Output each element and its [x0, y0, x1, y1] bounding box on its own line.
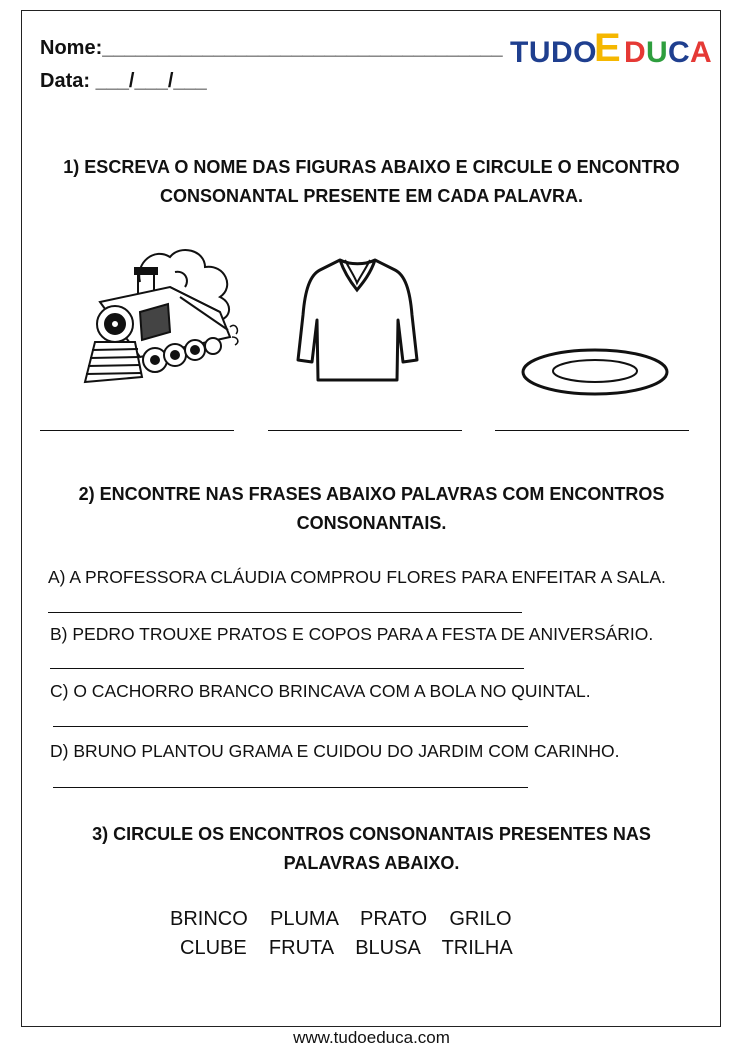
logo-letter-d: D	[624, 36, 647, 69]
sentence-a: A) A PROFESSORA CLÁUDIA COMPROU FLORES PARA ENFEITAR A SALA.	[48, 567, 666, 587]
question-3-heading	[30, 820, 713, 878]
sentence-b: B) PEDRO TROUXE PRATOS E COPOS PARA A FESTA DE ANIVERSÁRIO.	[50, 624, 654, 644]
word-row-2: CLUBE FRUTA BLUSA TRILHA	[180, 937, 513, 959]
answer-line-sentence-b[interactable]	[50, 668, 524, 669]
question-1-line-1: 1) ESCREVA O NOME DAS FIGURAS ABAIXO E CIRCULE O ENCONTRO	[63, 157, 680, 177]
sentence-d: D) BRUNO PLANTOU GRAMA E CUIDOU DO JARDIM COM CARINHO.	[50, 741, 620, 761]
answer-line-sentence-a[interactable]	[48, 612, 522, 613]
name-field-label: Nome:____________________________________	[40, 37, 503, 59]
logo-part-tudo: TUDO	[510, 36, 597, 69]
logo-letter-a: A	[690, 36, 713, 69]
sentence-c: C) O CACHORRO BRANCO BRINCAVA COM A BOLA NO QUINTAL.	[50, 681, 591, 701]
word-row-1: BRINCO PLUMA PRATO GRILO	[170, 908, 512, 930]
question-3-line-2: PALAVRAS ABAIXO.	[283, 853, 460, 873]
footer-url[interactable]: www.tudoeduca.com	[293, 1028, 450, 1047]
date-field-label: Data: ___/___/___	[40, 70, 207, 92]
train-icon	[80, 242, 245, 402]
plate-icon	[518, 345, 673, 400]
question-1-heading	[30, 153, 713, 211]
answer-line-figure-2[interactable]	[268, 430, 462, 431]
question-2-heading	[30, 480, 713, 538]
answer-line-sentence-c[interactable]	[53, 726, 528, 727]
question-2-line-1: 2) ENCONTRE NAS FRASES ABAIXO PALAVRAS COM ENCONTROS	[78, 484, 665, 504]
logo-letter-e: E	[594, 26, 622, 70]
answer-line-figure-3[interactable]	[495, 430, 689, 431]
logo-letter-u: U	[646, 36, 669, 69]
question-1-line-2: CONSONANTAL PRESENTE EM CADA PALAVRA.	[159, 186, 584, 206]
logo-letter-c: C	[668, 36, 691, 69]
question-2-line-2: CONSONANTAIS.	[296, 513, 447, 533]
tudoeduca-logo	[510, 28, 720, 78]
answer-line-sentence-d[interactable]	[53, 787, 528, 788]
answer-line-figure-1[interactable]	[40, 430, 234, 431]
shirt-icon	[295, 255, 420, 385]
question-3-line-1: 3) CIRCULE OS ENCONTROS CONSONANTAIS PRESENTES NAS	[92, 824, 651, 844]
